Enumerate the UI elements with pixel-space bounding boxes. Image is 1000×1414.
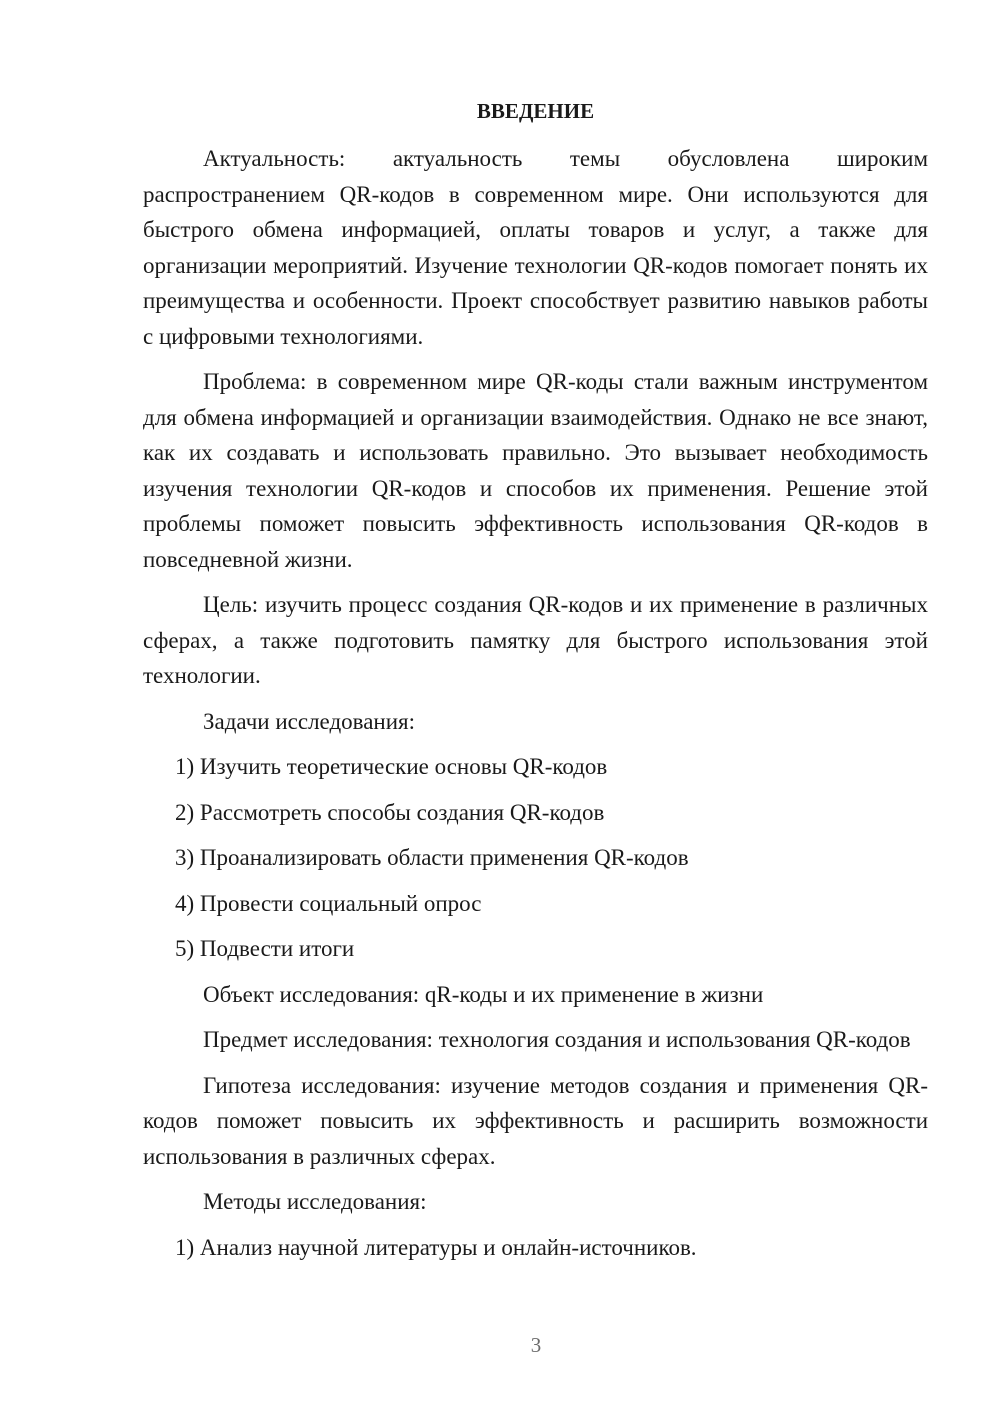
subject-paragraph: Предмет исследования: технология создания и использования QR-кодов [203,1027,911,1052]
task-item: 2) Рассмотреть способы создания QR-кодов [175,799,605,825]
task-item: 4) Провести социальный опрос [175,890,482,916]
problem-paragraph: Проблема: в современном мире QR-коды стали важным инструментом для обмена информацией и организации взаимодействия. Однако не все знают, как их создавать и использовать правильно. Это вызывает необходимость изучения технологии QR-кодов и способов их применения. Решение этой проблемы поможет повысить эффективность использования QR-кодов в повседневной жизни. [143,369,928,572]
relevance-paragraph: Актуальность: актуальность темы обусловлена широким распространением QR-кодов в современном мире. Они используются для быстрого обмена информацией, оплаты товаров и услуг, а также для организации мероприятий. Изучение технологии QR-кодов помогает понять их преимущества и особенности. Проект способствует развитию навыков работы с цифровыми технологиями. [143,146,928,349]
section-heading: ВВЕДЕНИЕ [476,99,595,123]
document-body [143,141,928,1275]
goal-paragraph: Цель: изучить процесс создания QR-кодов и их применение в различных сферах, а также подготовить памятку для быстрого использования этой технологии. [143,592,928,688]
page-number: 3 [530,1333,542,1357]
method-item: 1) Анализ научной литературы и онлайн-источников. [175,1234,697,1260]
hypothesis-paragraph: Гипотеза исследования: изучение методов создания и применения QR-кодов поможет повысить их эффективность и расширить возможности использования в различных сферах. [143,1072,928,1169]
tasks-title: Задачи исследования: [203,708,416,734]
object-paragraph: Объект исследования: qR-коды и их применение в жизни [203,981,764,1007]
methods-title: Методы исследования: [203,1189,427,1214]
task-item: 3) Проанализировать области применения QR-кодов [175,845,689,870]
task-item: 5) Подвести итоги [175,936,355,961]
task-item: 1) Изучить теоретические основы QR-кодов [175,754,608,779]
